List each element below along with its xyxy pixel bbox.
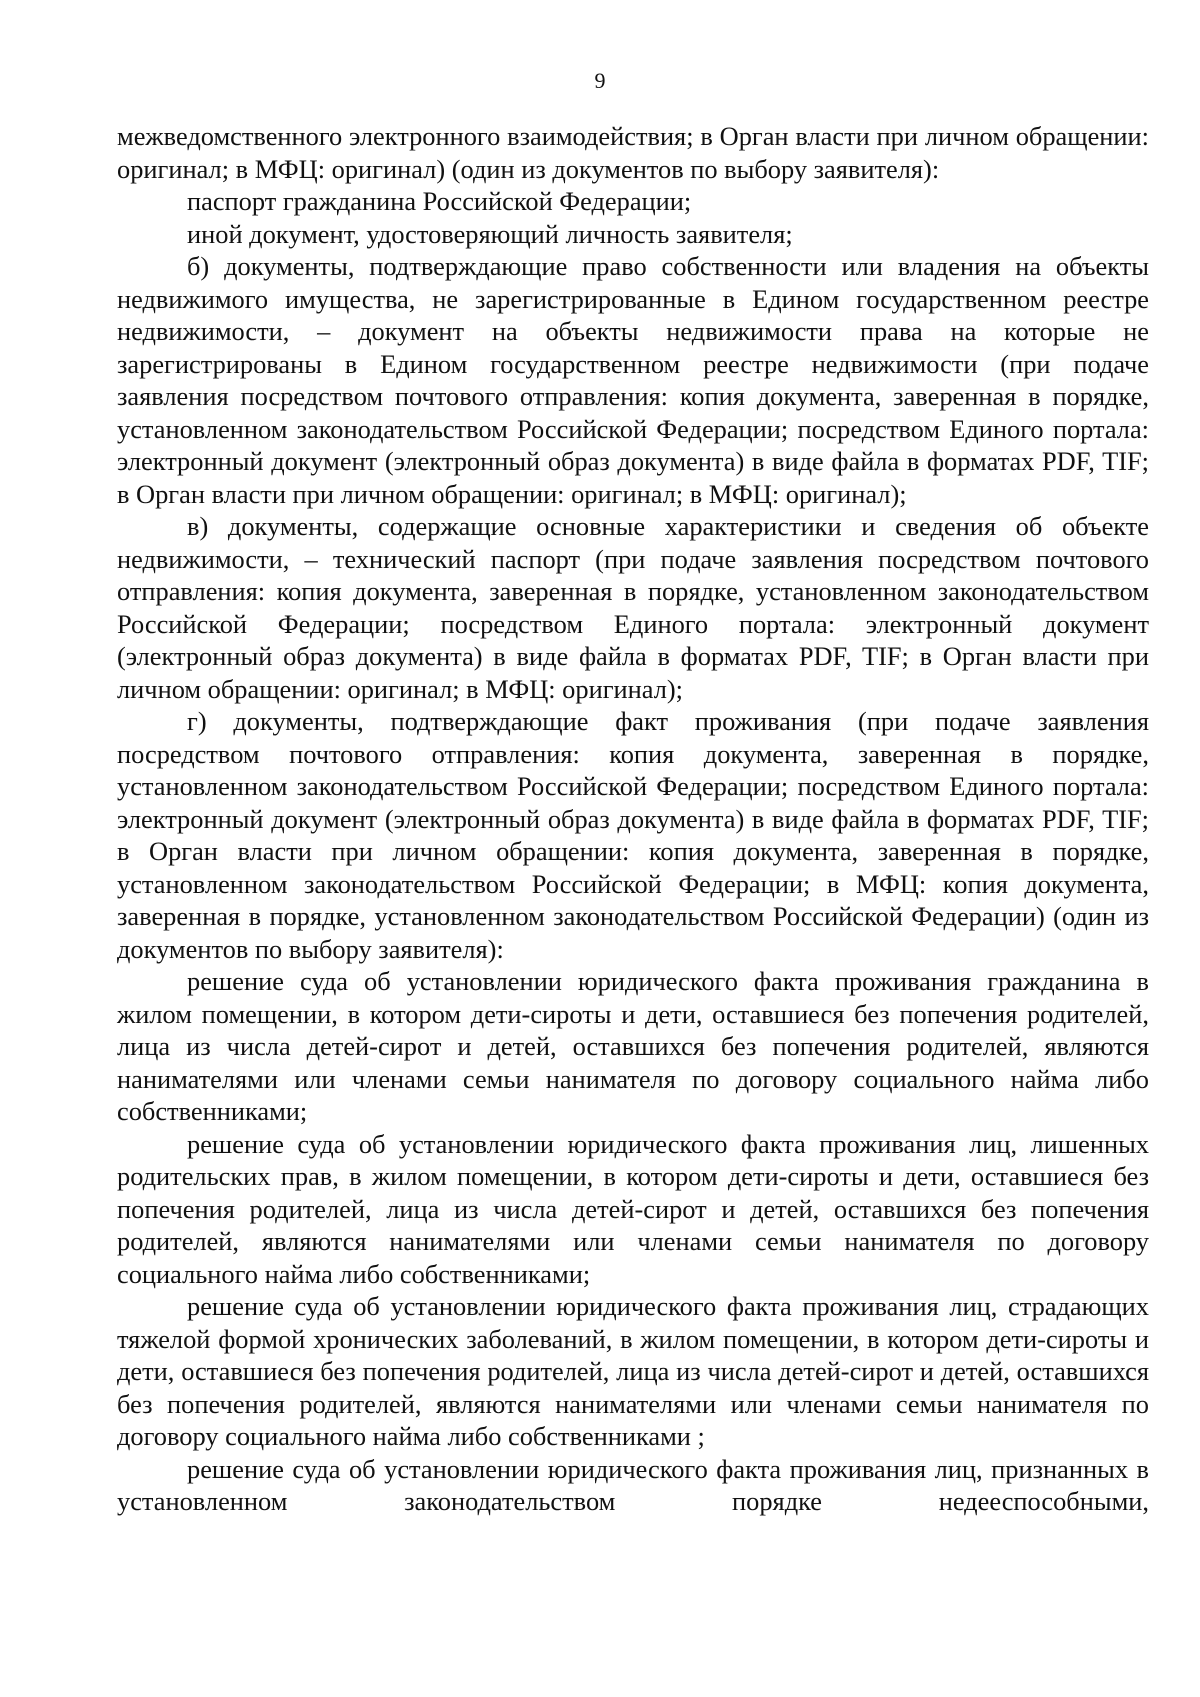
document-body [117,120,1149,1518]
page-number: 9 [594,68,606,93]
paragraph-4: б) документы, подтверждающие право собственности или владения на объекты недвижимого имущества, не зарегистрированные в Едином государственном реестре недвижимости, – документ на объекты недвижимости права на которые не зарегистрированы в Едином государственном реестре недвижимости (при подаче заявления посредством почтового отправления: копия документа, заверенная в порядке, установленном законодательством Российской Федерации; посредством Единого портала: электронный документ (электронный образ документа) в виде файла в форматах PDF, TIF; в Орган власти при личном обращении: оригинал; в МФЦ: оригинал); [117,251,1149,509]
paragraph-9: решение суда об установлении юридического факта проживания лиц, страдающих тяжелой формой хронических заболеваний, в жилом помещении, в котором дети-сироты и дети, оставшиеся без попечения родителей, лица из числа детей-сирот и детей, оставшихся без попечения родителей, являются нанимателями или членами семьи нанимателя по договору социального найма либо собственниками ; [117,1291,1149,1451]
paragraph-7: решение суда об установлении юридического факта проживания гражданина в жилом помещении, в котором дети-сироты и дети, оставшиеся без попечения родителей, лица из числа детей-сирот и детей, оставшихся без попечения родителей, являются нанимателями или членами семьи нанимателя по договору социального найма либо собственниками; [117,966,1149,1126]
paragraph-1: межведомственного электронного взаимодействия; в Орган власти при личном обращении: оригинал; в МФЦ: оригинал) (один из документов по выбору заявителя): [117,121,1149,184]
paragraph-6: г) документы, подтверждающие факт проживания (при подаче заявления посредством почтового отправления: копия документа, заверенная в порядке, установленном законодательством Российской Федерации; посредством Единого портала: электронный документ (электронный образ документа) в виде файла в форматах PDF, TIF; в Орган власти при личном обращении: копия документа, заверенная в порядке, установленном законодательством Российской Федерации; в МФЦ: копия документа, заверенная в порядке, установленном законодательством Российской Федерации) (один из документов по выбору заявителя): [117,706,1149,964]
paragraph-10: решение суда об установлении юридического факта проживания лиц, признанных в установленном законодательством порядке недееспособными, [117,1453,1149,1516]
paragraph-3: иной документ, удостоверяющий личность заявителя; [187,218,793,249]
paragraph-5: в) документы, содержащие основные характеристики и сведения об объекте недвижимости, – технический паспорт (при подаче заявления посредством почтового отправления: копия документа, заверенная в порядке, установленном законодательством Российской Федерации; посредством Единого портала: электронный документ (электронный образ документа) в виде файла в форматах PDF, TIF; в Орган власти при личном обращении: оригинал; в МФЦ: оригинал); [117,511,1149,704]
paragraph-2: паспорт гражданина Российской Федерации; [187,186,692,216]
paragraph-8: решение суда об установлении юридического факта проживания лиц, лишенных родительских прав, в жилом помещении, в котором дети-сироты и дети, оставшиеся без попечения родителей, лица из числа детей-сирот и детей, оставшихся без попечения родителей, являются нанимателями или членами семьи нанимателя по договору социального найма либо собственниками; [117,1128,1149,1289]
